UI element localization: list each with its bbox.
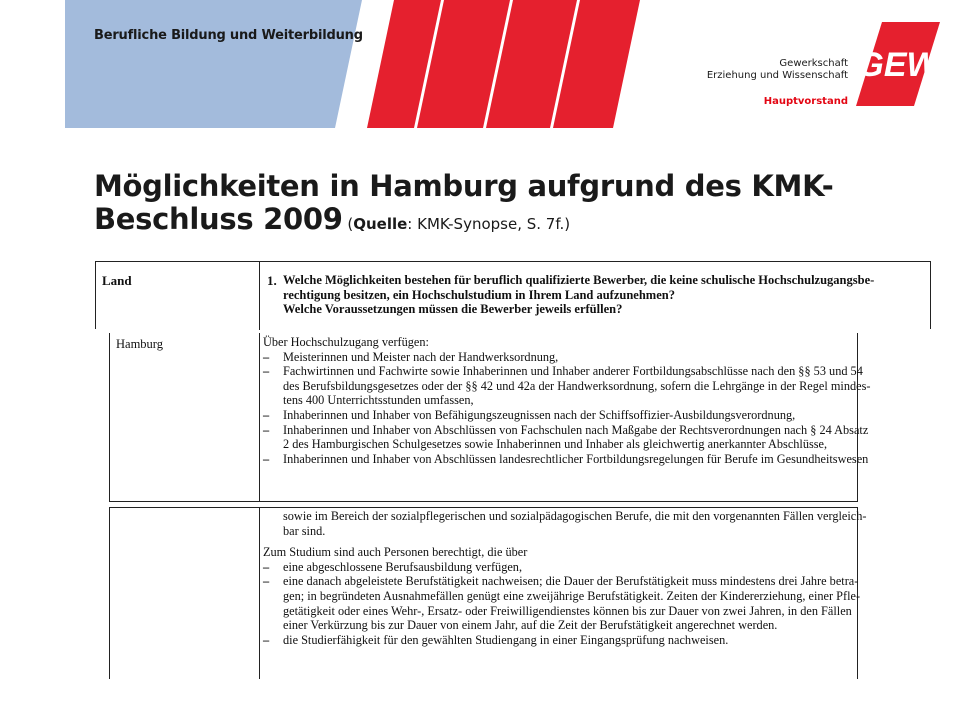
dash-bullet: – [263, 574, 270, 589]
section-label: Berufliche Bildung und Weiterbildung [94, 28, 363, 43]
header-land-label: Land [102, 273, 132, 288]
dash-bullet: – [263, 632, 270, 647]
text-line [263, 524, 855, 539]
line-text: Meisterinnen und Meister nach der Handwerksordnung, [283, 349, 559, 364]
line-text: Zum Studium sind auch Personen berechtigt, die über [263, 545, 528, 560]
table-body-scan-2 [109, 507, 867, 679]
line-text: 2 des Hamburgischen Schulgesetzes sowie Inhaberinnen und Inhaber als gleichwertig anerkannter Abschlüsse, [283, 437, 828, 452]
block1-text [263, 335, 871, 466]
land-cell: Hamburg [116, 337, 163, 351]
gew-logo [856, 22, 940, 106]
title-line-1: Möglichkeiten in Hamburg aufgrund des KMK- [94, 169, 834, 203]
text-line [263, 364, 863, 379]
block2-text [263, 509, 867, 647]
organisation-name [707, 58, 848, 82]
text-line [263, 574, 859, 589]
line-text: Inhaberinnen und Inhaber von Abschlüssen von Fachschulen nach Maßgabe der Rechtsverordnungen nach § 24 Absatz [283, 422, 869, 437]
line-text: getätigkeit oder eines Wehr-, Ersatz- oder Freiwilligendienstes können bis zur Dauer von zwei Jahren, in den Fällen [283, 603, 852, 618]
question-text [283, 273, 923, 317]
line-text: eine danach abgeleistete Berufstätigkeit nachweisen; die Dauer der Berufstätigkeit muss mindestens drei Jahre betra- [283, 574, 859, 589]
line-text: Inhaberinnen und Inhaber von Befähigungszeugnissen nach der Schiffsoffizier-Ausbildungsverordnung, [283, 407, 796, 422]
text-line [263, 509, 867, 524]
text-line [263, 633, 855, 648]
title-line-2 [94, 203, 874, 241]
text-line [263, 378, 871, 394]
line-text: bar sind. [283, 523, 326, 538]
line-text: tens 400 Unterrichtsstunden umfassen, [283, 393, 474, 408]
text-line [263, 588, 861, 604]
text-line [263, 437, 855, 452]
question-number: 1. [267, 273, 277, 288]
dash-bullet: – [263, 349, 270, 364]
org-line-2: Erziehung und Wissenschaft [706, 70, 848, 81]
question-line: Welche Möglichkeiten bestehen für beruflich qualifizierte Bewerber, die keine schulische Hochschulzugangsbe- [283, 273, 875, 287]
source-open: ( [342, 215, 354, 233]
text-line [263, 393, 855, 408]
org-line-1: Gewerkschaft [779, 58, 848, 69]
title-line-2-text: Beschluss 2009 [94, 202, 343, 236]
line-text: einer Verkürzung bis zur Dauer von einem Jahr, auf die Zeit der Berufstätigkeit angerechnet werden. [283, 618, 778, 633]
header-land-cell [96, 262, 260, 330]
line-text: Fachwirtinnen und Fachwirte sowie Inhaberinnen und Inhaber anderer Fortbildungsabschlüsse nach den §§ 53 und 54 [283, 364, 863, 379]
dash-bullet: – [263, 451, 270, 466]
table-body-scan-1 [109, 333, 871, 502]
org-subtitle: Hauptvorstand [763, 96, 848, 107]
source-label: Quelle [353, 215, 408, 233]
line-text: gen; in begründeten Ausnahmefällen genügt eine zweijährige Berufstätigkeit. Zeiten der Kindererziehung, einer Pfle- [283, 588, 861, 603]
dash-bullet: – [263, 422, 270, 437]
line-text: des Berufsbildungsgesetzes oder der §§ 42 und 42a der Handwerksordnung, sofern die Lehrgänge in der Regel mindes- [283, 378, 871, 393]
dash-bullet: – [263, 559, 270, 574]
svg-text:GEW: GEW [857, 46, 939, 84]
line-text: eine abgeschlossene Berufsausbildung verfügen, [283, 559, 523, 574]
question-line: rechtigung besitzen, ein Hochschulstudium in Ihrem Land aufzunehmen? [283, 287, 675, 302]
line-text: Inhaberinnen und Inhaber von Abschlüssen landesrechtlicher Fortbildungsregelungen für Berufe im Gesundheitswesen [283, 451, 869, 466]
text-line [263, 335, 855, 350]
line-text: die Studierfähigkeit für den gewählten Studiengang in einer Eingangsprüfung nachweisen. [283, 632, 729, 647]
text-line [263, 408, 855, 423]
column-divider [259, 333, 260, 501]
title-source [343, 215, 571, 233]
table-header-scan [95, 261, 931, 329]
text-line [263, 350, 855, 365]
paragraph-gap [263, 538, 855, 545]
text-line [263, 560, 855, 575]
text-line [263, 451, 869, 467]
line-text: Über Hochschulzugang verfügen: [263, 335, 429, 349]
line-text: sowie im Bereich der sozialpflegerischen und sozialpädagogischen Berufe, die mit den vorgenannten Fällen vergleich- [283, 509, 867, 523]
blue-banner-shape [65, 0, 362, 128]
slide-title [94, 170, 874, 241]
question-line: Welche Voraussetzungen müssen die Bewerber jeweils erfüllen? [283, 302, 623, 316]
dash-bullet: – [263, 407, 270, 422]
text-line [263, 618, 855, 633]
column-divider [259, 507, 260, 679]
text-line [263, 604, 855, 619]
text-line [263, 422, 869, 438]
text-line [263, 545, 855, 560]
dash-bullet: – [263, 364, 270, 379]
source-text: : KMK-Synopse, S. 7f.) [407, 215, 571, 233]
